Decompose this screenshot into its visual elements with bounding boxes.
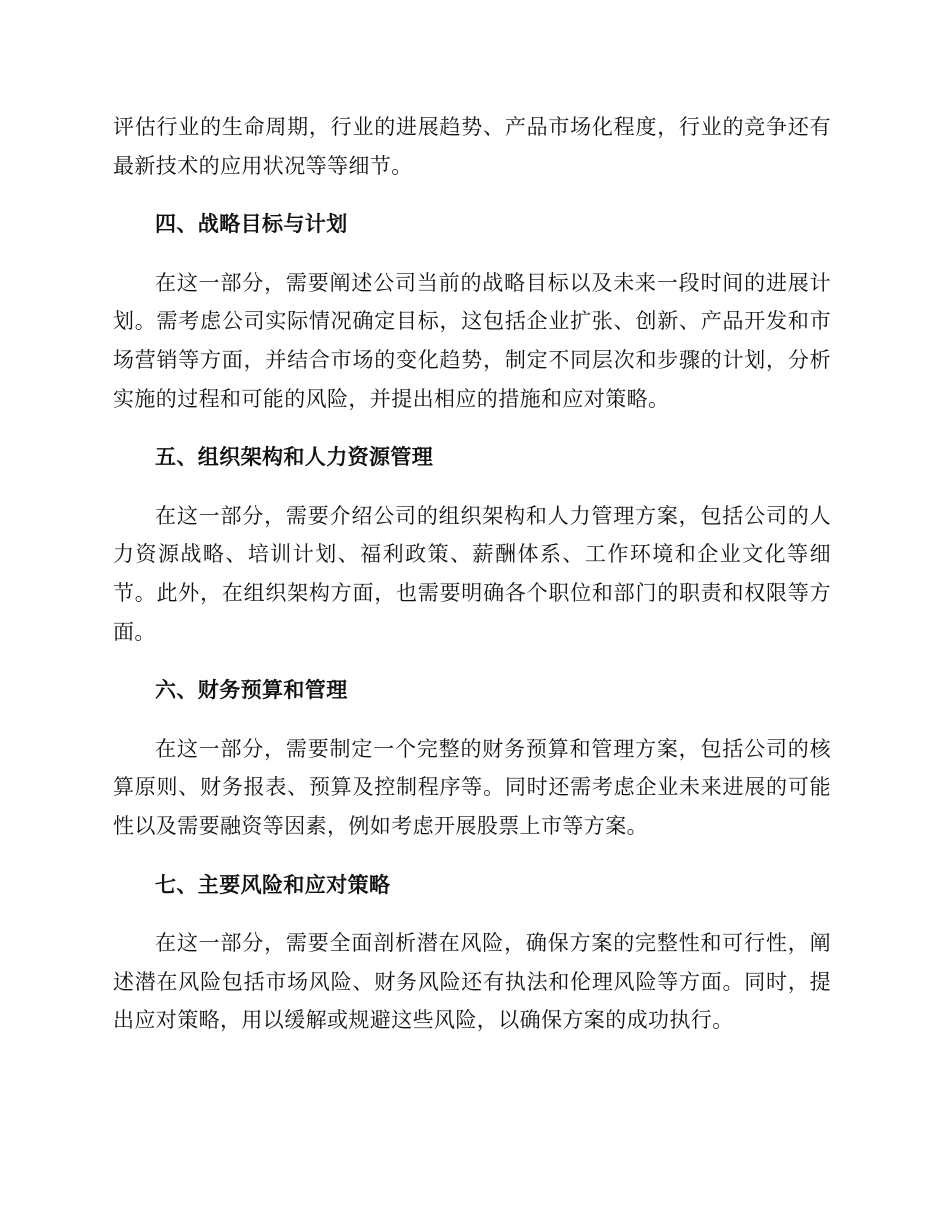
section-heading-6: 六、财务预算和管理 xyxy=(155,677,348,703)
section-heading-5: 五、组织架构和人力资源管理 xyxy=(155,444,434,470)
intro-paragraph: 评估行业的生命周期，行业的进展趋势、产品市场化程度，行业的竞争还有最新技术的应用状况等等细节。 xyxy=(113,115,831,178)
section-heading-7: 七、主要风险和应对策略 xyxy=(155,871,391,897)
section-body-4: 在这一部分，需要阐述公司当前的战略目标以及未来一段时间的进展计划。需考虑公司实际情况确定目标，这包括企业扩张、创新、产品开发和市场营销等方面，并结合市场的变化趋势，制定不同层次和步骤的计划，分析实施的过程和可能的风险，并提出相应的措施和应对策略。 xyxy=(113,270,831,411)
section-body-5: 在这一部分，需要介绍公司的组织架构和人力管理方案，包括公司的人力资源战略、培训计划、福利政策、薪酬体系、工作环境和企业文化等细节。此外，在组织架构方面，也需要明确各个职位和部门的职责和权限等方面。 xyxy=(113,503,831,644)
document-page xyxy=(113,108,831,1040)
section-body-7: 在这一部分，需要全面剖析潜在风险，确保方案的完整性和可行性，阐述潜在风险包括市场风险、财务风险还有执法和伦理风险等方面。同时，提出应对策略，用以缓解或规避这些风险，以确保方案的成功执行。 xyxy=(113,931,831,1033)
section-body-6: 在这一部分，需要制定一个完整的财务预算和管理方案，包括公司的核算原则、财务报表、预算及控制程序等。同时还需考虑企业未来进展的可能性以及需要融资等因素，例如考虑开展股票上市等方案。 xyxy=(113,736,831,838)
section-heading-4: 四、战略目标与计划 xyxy=(155,211,348,237)
